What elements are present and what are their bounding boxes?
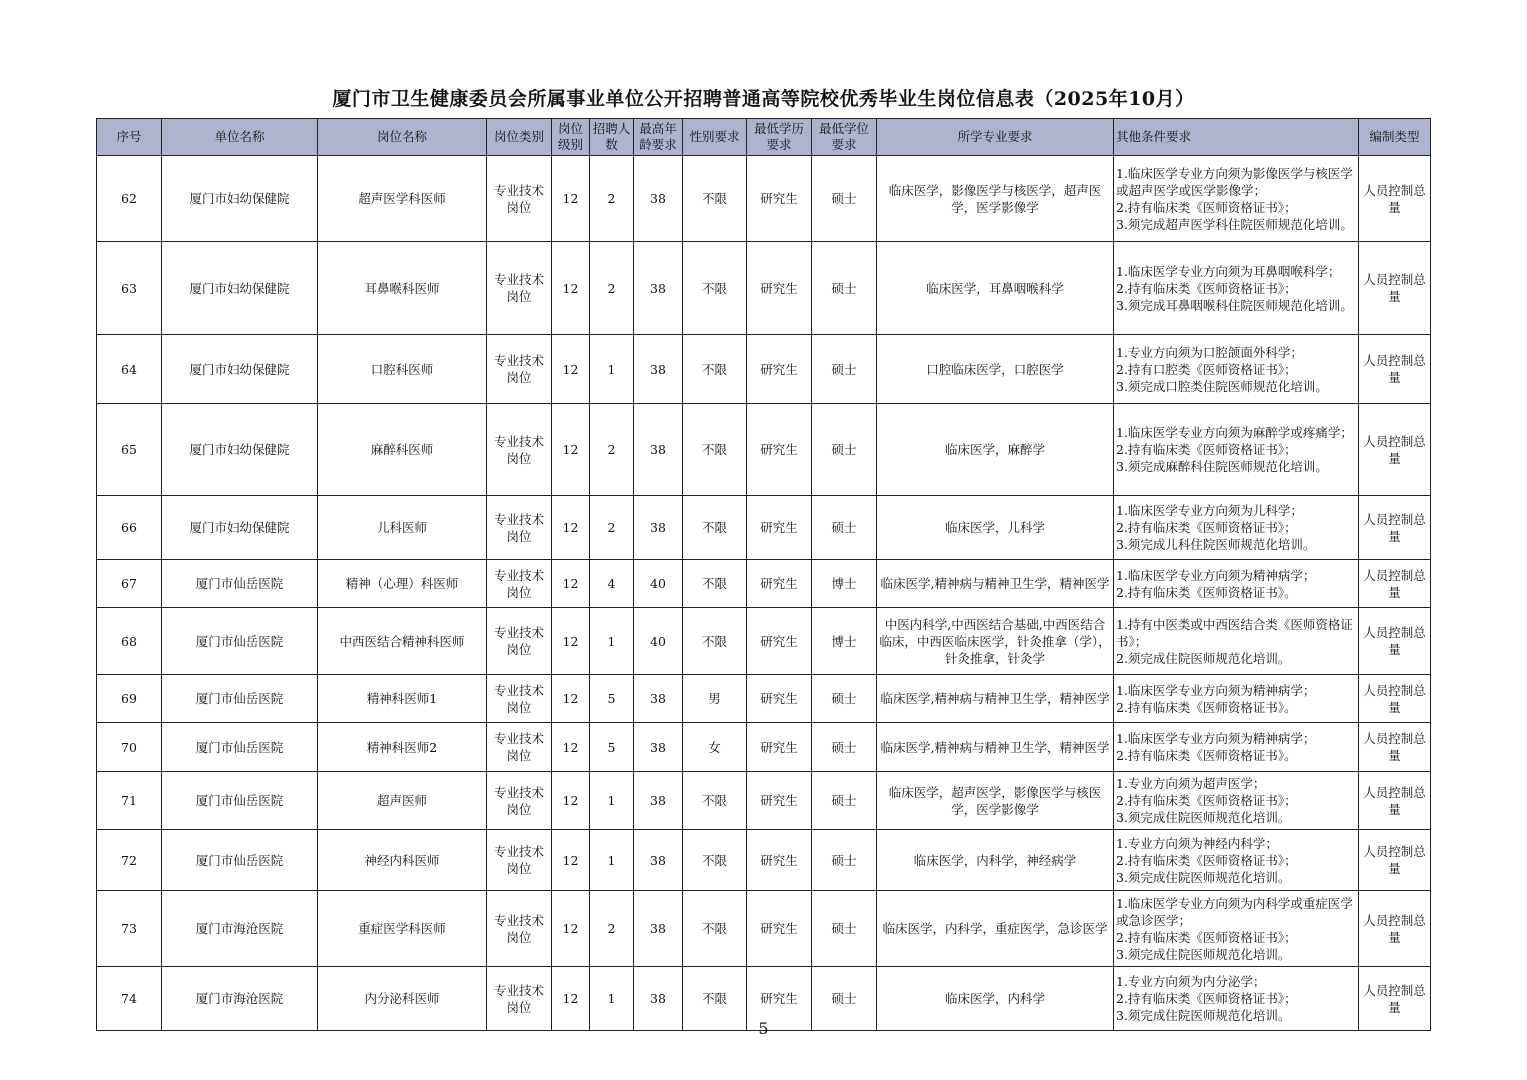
page-title: 厦门市卫生健康委员会所属事业单位公开招聘普通高等院校优秀毕业生岗位信息表（2025年10月）: [332, 88, 1195, 110]
degree-cell: 硕士: [812, 891, 877, 967]
category-cell: 专业技术岗位: [487, 404, 552, 496]
age-cell: 38: [634, 891, 683, 967]
unit-cell: 厦门市仙岳医院: [162, 772, 318, 830]
count-cell: 2: [590, 891, 634, 967]
degree-cell: 硕士: [812, 404, 877, 496]
seq-cell: 70: [97, 723, 162, 772]
post-cell: 超声医师: [318, 772, 487, 830]
seq-cell: 72: [97, 830, 162, 891]
table-row: [97, 891, 1431, 967]
table-row: [97, 560, 1431, 608]
unit-cell: 厦门市仙岳医院: [162, 723, 318, 772]
unit-cell: 厦门市仙岳医院: [162, 560, 318, 608]
requirement-line: 1.专业方向须为口腔颌面外科学；: [1116, 344, 1303, 360]
requirement-line: 2.持有临床类《医师资格证书》；: [1116, 793, 1297, 808]
requirement-line: 3.须完成耳鼻咽喉科住院医师规范化培训。: [1116, 297, 1353, 313]
category-cell: 专业技术岗位: [487, 891, 552, 967]
category-cell: 专业技术岗位: [487, 675, 552, 723]
requirement-line: 2.持有临床类《医师资格证书》；: [1116, 520, 1297, 535]
post-cell: 内分泌科医师: [318, 967, 487, 1031]
requirement-line: 3.须完成住院医师规范化培训。: [1116, 1008, 1291, 1023]
post-cell: 神经内科医师: [318, 830, 487, 891]
level-cell: 12: [552, 891, 590, 967]
degree-cell: 硕士: [812, 723, 877, 772]
degree-cell: 硕士: [812, 242, 877, 335]
age-cell: 38: [634, 830, 683, 891]
gender-cell: 不限: [683, 608, 747, 675]
degree-cell: 硕士: [812, 772, 877, 830]
degree-cell: 硕士: [812, 496, 877, 560]
unit-cell: 厦门市妇幼保健院: [162, 242, 318, 335]
count-cell: 1: [590, 967, 634, 1031]
requirement-line: 2.持有临床类《医师资格证书》。: [1116, 584, 1297, 600]
category-cell: 专业技术岗位: [487, 830, 552, 891]
requirement-line: 2.持有临床类《医师资格证书》；: [1116, 280, 1297, 296]
unit-cell: 厦门市海沧医院: [162, 967, 318, 1031]
requirement-line: 3.须完成住院医师规范化培训。: [1116, 946, 1291, 962]
table-header-row: [97, 119, 1431, 156]
edu-cell: 研究生: [747, 335, 812, 404]
post-cell: 精神科医师2: [318, 723, 487, 772]
staff-cell: 人员控制总量: [1359, 772, 1431, 830]
count-cell: 1: [590, 830, 634, 891]
edu-cell: 研究生: [747, 496, 812, 560]
count-cell: 1: [590, 608, 634, 675]
header-category: 岗位类别: [487, 119, 552, 156]
edu-cell: 研究生: [747, 967, 812, 1031]
major-cell: 临床医学，内科学，神经病学: [877, 830, 1114, 891]
age-cell: 38: [634, 772, 683, 830]
level-cell: 12: [552, 404, 590, 496]
requirement-line: 2.持有临床类《医师资格证书》；: [1116, 852, 1297, 868]
age-cell: 38: [634, 335, 683, 404]
level-cell: 12: [552, 967, 590, 1031]
category-cell: 专业技术岗位: [487, 156, 552, 242]
header-staff: 编制类型: [1359, 119, 1431, 156]
count-cell: 1: [590, 335, 634, 404]
edu-cell: 研究生: [747, 156, 812, 242]
age-cell: 40: [634, 560, 683, 608]
table-row: [97, 608, 1431, 675]
major-cell: 临床医学，儿科学: [877, 496, 1114, 560]
category-cell: 专业技术岗位: [487, 723, 552, 772]
table-row: [97, 156, 1431, 242]
degree-cell: 硕士: [812, 675, 877, 723]
staff-cell: 人员控制总量: [1359, 830, 1431, 891]
edu-cell: 研究生: [747, 675, 812, 723]
major-cell: 临床医学，影像医学与核医学，超声医学，医学影像学: [877, 156, 1114, 242]
unit-cell: 厦门市妇幼保健院: [162, 404, 318, 496]
count-cell: 2: [590, 242, 634, 335]
staff-cell: 人员控制总量: [1359, 675, 1431, 723]
age-cell: 40: [634, 608, 683, 675]
requirement-line: 2.须完成住院医师规范化培训。: [1116, 650, 1291, 666]
level-cell: 12: [552, 496, 590, 560]
requirement-line: 3.须完成住院医师规范化培训。: [1116, 869, 1291, 885]
post-cell: 精神（心理）科医师: [318, 560, 487, 608]
degree-cell: 硕士: [812, 967, 877, 1031]
post-cell: 超声医学科医师: [318, 156, 487, 242]
header-level: 岗位级别: [552, 119, 590, 156]
table-row: [97, 242, 1431, 335]
requirement-line: 2.持有口腔类《医师资格证书》；: [1116, 361, 1297, 377]
other-cell: [1114, 560, 1359, 608]
level-cell: 12: [552, 156, 590, 242]
degree-cell: 博士: [812, 560, 877, 608]
edu-cell: 研究生: [747, 772, 812, 830]
requirement-line: 1.临床医学专业方向须为精神病学；: [1116, 682, 1316, 698]
count-cell: 5: [590, 723, 634, 772]
table-row: [97, 496, 1431, 560]
gender-cell: 不限: [683, 242, 747, 335]
count-cell: 5: [590, 675, 634, 723]
edu-cell: 研究生: [747, 830, 812, 891]
table-row: [97, 830, 1431, 891]
other-cell: [1114, 830, 1359, 891]
gender-cell: 女: [683, 723, 747, 772]
other-cell: [1114, 772, 1359, 830]
seq-cell: 65: [97, 404, 162, 496]
staff-cell: 人员控制总量: [1359, 967, 1431, 1031]
requirement-line: 3.须完成口腔类住院医师规范化培训。: [1116, 378, 1328, 394]
age-cell: 38: [634, 242, 683, 335]
level-cell: 12: [552, 335, 590, 404]
other-cell: [1114, 891, 1359, 967]
gender-cell: 不限: [683, 335, 747, 404]
staff-cell: 人员控制总量: [1359, 891, 1431, 967]
edu-cell: 研究生: [747, 608, 812, 675]
edu-cell: 研究生: [747, 560, 812, 608]
count-cell: 2: [590, 156, 634, 242]
requirement-line: 1.临床医学专业方向须为影像医学与核医学或超声医学或医学影像学；: [1116, 165, 1353, 198]
requirement-line: 1.临床医学专业方向须为精神病学；: [1116, 567, 1316, 583]
unit-cell: 厦门市仙岳医院: [162, 675, 318, 723]
unit-cell: 厦门市仙岳医院: [162, 608, 318, 675]
gender-cell: 不限: [683, 404, 747, 496]
level-cell: 12: [552, 772, 590, 830]
category-cell: 专业技术岗位: [487, 560, 552, 608]
staff-cell: 人员控制总量: [1359, 242, 1431, 335]
header-degree: 最低学位要求: [812, 119, 877, 156]
requirement-line: 1.临床医学专业方向须为耳鼻咽喉科学；: [1116, 263, 1341, 279]
other-cell: [1114, 496, 1359, 560]
requirement-line: 3.须完成超声医学科住院医师规范化培训。: [1116, 216, 1353, 232]
header-gender: 性别要求: [683, 119, 747, 156]
age-cell: 38: [634, 496, 683, 560]
category-cell: 专业技术岗位: [487, 608, 552, 675]
level-cell: 12: [552, 675, 590, 723]
table-row: [97, 675, 1431, 723]
gender-cell: 不限: [683, 560, 747, 608]
seq-cell: 66: [97, 496, 162, 560]
unit-cell: 厦门市妇幼保健院: [162, 156, 318, 242]
requirement-line: 2.持有临床类《医师资格证书》；: [1116, 442, 1297, 457]
staff-cell: 人员控制总量: [1359, 608, 1431, 675]
table-row: [97, 335, 1431, 404]
other-cell: [1114, 608, 1359, 675]
level-cell: 12: [552, 830, 590, 891]
staff-cell: 人员控制总量: [1359, 404, 1431, 496]
level-cell: 12: [552, 608, 590, 675]
seq-cell: 63: [97, 242, 162, 335]
staff-cell: 人员控制总量: [1359, 496, 1431, 560]
unit-cell: 厦门市仙岳医院: [162, 830, 318, 891]
age-cell: 38: [634, 967, 683, 1031]
major-cell: 临床医学，内科学: [877, 967, 1114, 1031]
count-cell: 2: [590, 496, 634, 560]
requirement-line: 1.临床医学专业方向须为精神病学；: [1116, 731, 1316, 746]
requirement-line: 1.专业方向须为超声医学；: [1116, 776, 1266, 791]
category-cell: 专业技术岗位: [487, 772, 552, 830]
header-seq: 序号: [97, 119, 162, 156]
requirement-line: 2.持有临床类《医师资格证书》；: [1116, 199, 1297, 215]
unit-cell: 厦门市妇幼保健院: [162, 335, 318, 404]
requirement-line: 1.专业方向须为神经内科学；: [1116, 835, 1278, 851]
post-cell: 重症医学科医师: [318, 891, 487, 967]
staff-cell: 人员控制总量: [1359, 560, 1431, 608]
gender-cell: 不限: [683, 156, 747, 242]
major-cell: 临床医学，麻醉学: [877, 404, 1114, 496]
edu-cell: 研究生: [747, 242, 812, 335]
major-cell: 临床医学,精神病与精神卫生学，精神医学: [877, 723, 1114, 772]
gender-cell: 男: [683, 675, 747, 723]
seq-cell: 67: [97, 560, 162, 608]
other-cell: [1114, 675, 1359, 723]
major-cell: 临床医学,精神病与精神卫生学，精神医学: [877, 675, 1114, 723]
requirement-line: 2.持有临床类《医师资格证书》。: [1116, 748, 1297, 763]
gender-cell: 不限: [683, 772, 747, 830]
age-cell: 38: [634, 156, 683, 242]
seq-cell: 69: [97, 675, 162, 723]
header-count: 招聘人数: [590, 119, 634, 156]
header-unit: 单位名称: [162, 119, 318, 156]
header-edu: 最低学历要求: [747, 119, 812, 156]
seq-cell: 62: [97, 156, 162, 242]
gender-cell: 不限: [683, 891, 747, 967]
age-cell: 38: [634, 404, 683, 496]
level-cell: 12: [552, 242, 590, 335]
requirement-line: 1.临床医学专业方向须为麻醉学或疼痛学；: [1116, 425, 1353, 440]
other-cell: [1114, 156, 1359, 242]
post-cell: 中西医结合精神科医师: [318, 608, 487, 675]
seq-cell: 64: [97, 335, 162, 404]
other-cell: [1114, 723, 1359, 772]
post-cell: 麻醉科医师: [318, 404, 487, 496]
table-row: [97, 404, 1431, 496]
requirement-line: 1.临床医学专业方向须为内科学或重症医学或急诊医学；: [1116, 895, 1353, 928]
page-number: 5: [758, 1019, 769, 1038]
other-cell: [1114, 242, 1359, 335]
seq-cell: 68: [97, 608, 162, 675]
requirement-line: 3.须完成麻醉科住院医师规范化培训。: [1116, 459, 1328, 474]
level-cell: 12: [552, 723, 590, 772]
count-cell: 2: [590, 404, 634, 496]
level-cell: 12: [552, 560, 590, 608]
major-cell: 中医内科学,中西医结合基础,中西医结合临床，中西医临床医学，针灸推拿（学），针灸推拿，针灸学: [877, 608, 1114, 675]
edu-cell: 研究生: [747, 404, 812, 496]
major-cell: 临床医学,精神病与精神卫生学，精神医学: [877, 560, 1114, 608]
header-age: 最高年龄要求: [634, 119, 683, 156]
unit-cell: 厦门市妇幼保健院: [162, 496, 318, 560]
seq-cell: 73: [97, 891, 162, 967]
post-cell: 儿科医师: [318, 496, 487, 560]
post-cell: 精神科医师1: [318, 675, 487, 723]
degree-cell: 硕士: [812, 156, 877, 242]
major-cell: 口腔临床医学，口腔医学: [877, 335, 1114, 404]
gender-cell: 不限: [683, 496, 747, 560]
major-cell: 临床医学，耳鼻咽喉科学: [877, 242, 1114, 335]
requirement-line: 2.持有临床类《医师资格证书》；: [1116, 991, 1297, 1006]
seq-cell: 71: [97, 772, 162, 830]
requirement-line: 2.持有临床类《医师资格证书》；: [1116, 929, 1297, 945]
category-cell: 专业技术岗位: [487, 335, 552, 404]
header-major: 所学专业要求: [877, 119, 1114, 156]
staff-cell: 人员控制总量: [1359, 335, 1431, 404]
table-row: [97, 772, 1431, 830]
category-cell: 专业技术岗位: [487, 967, 552, 1031]
major-cell: 临床医学，超声医学，影像医学与核医学，医学影像学: [877, 772, 1114, 830]
job-table: [96, 118, 1431, 1031]
table-row: [97, 723, 1431, 772]
other-cell: [1114, 404, 1359, 496]
age-cell: 38: [634, 723, 683, 772]
requirement-line: 1.临床医学专业方向须为儿科学；: [1116, 503, 1303, 518]
edu-cell: 研究生: [747, 891, 812, 967]
requirement-line: 1.专业方向须为内分泌学；: [1116, 974, 1266, 989]
header-other: 其他条件要求: [1114, 119, 1359, 156]
count-cell: 4: [590, 560, 634, 608]
staff-cell: 人员控制总量: [1359, 156, 1431, 242]
requirement-line: 2.持有临床类《医师资格证书》。: [1116, 699, 1297, 715]
gender-cell: 不限: [683, 967, 747, 1031]
requirement-line: 1.持有中医类或中西医结合类《医师资格证书》；: [1116, 616, 1353, 649]
degree-cell: 博士: [812, 608, 877, 675]
category-cell: 专业技术岗位: [487, 496, 552, 560]
post-cell: 口腔科医师: [318, 335, 487, 404]
major-cell: 临床医学，内科学，重症医学，急诊医学: [877, 891, 1114, 967]
requirement-line: 3.须完成儿科住院医师规范化培训。: [1116, 537, 1316, 552]
degree-cell: 硕士: [812, 335, 877, 404]
edu-cell: 研究生: [747, 723, 812, 772]
count-cell: 1: [590, 772, 634, 830]
header-post: 岗位名称: [318, 119, 487, 156]
category-cell: 专业技术岗位: [487, 242, 552, 335]
seq-cell: 74: [97, 967, 162, 1031]
staff-cell: 人员控制总量: [1359, 723, 1431, 772]
other-cell: [1114, 335, 1359, 404]
requirement-line: 3.须完成住院医师规范化培训。: [1116, 810, 1291, 825]
post-cell: 耳鼻喉科医师: [318, 242, 487, 335]
degree-cell: 硕士: [812, 830, 877, 891]
gender-cell: 不限: [683, 830, 747, 891]
unit-cell: 厦门市海沧医院: [162, 891, 318, 967]
age-cell: 38: [634, 675, 683, 723]
